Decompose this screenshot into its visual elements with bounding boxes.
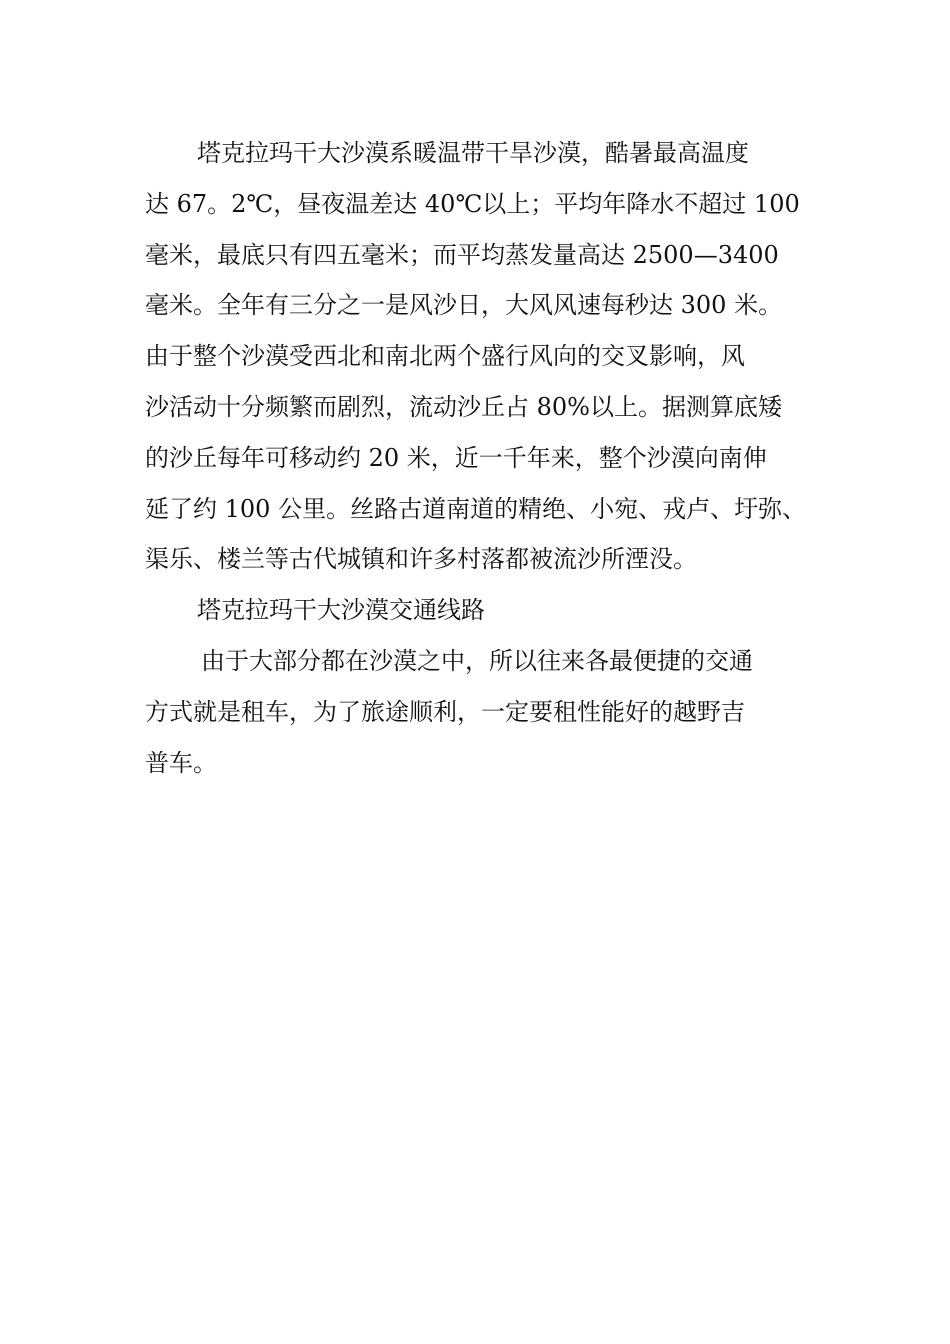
document-body: [145, 128, 825, 788]
text-line: 延了约 100 公里。丝路古道南道的精绝、小宛、戎卢、圩弥、: [145, 494, 807, 523]
section-heading: 塔克拉玛干大沙漠交通线路: [197, 596, 485, 625]
text-line: 由于大部分都在沙漠之中，所以往来各最便捷的交通: [201, 646, 753, 675]
paragraph-transport: [145, 636, 825, 788]
paragraph-climate: [145, 128, 825, 585]
text-line: 的沙丘每年可移动约 20 米，近一千年来，整个沙漠向南伸: [145, 443, 767, 472]
text-line: 毫米。全年有三分之一是风沙日，大风风速每秒达 300 米。: [145, 291, 783, 320]
text-line: 达 67。2℃，昼夜温差达 40℃以上；平均年降水不超过 100: [145, 189, 800, 218]
text-line: 普车。: [145, 748, 217, 777]
text-line: 方式就是租车，为了旅途顺利，一定要租性能好的越野吉: [145, 697, 745, 726]
text-line: 毫米，最底只有四五毫米；而平均蒸发量高达 2500—3400: [145, 240, 779, 269]
text-line: 渠乐、楼兰等古代城镇和许多村落都被流沙所湮没。: [145, 545, 697, 574]
text-line: 由于整个沙漠受西北和南北两个盛行风向的交叉影响，风: [145, 342, 745, 371]
text-line: 塔克拉玛干大沙漠系暖温带干旱沙漠，酷暑最高温度: [197, 139, 749, 167]
text-line: 沙活动十分频繁而剧烈，流动沙丘占 80%以上。据测算底矮: [145, 392, 782, 421]
